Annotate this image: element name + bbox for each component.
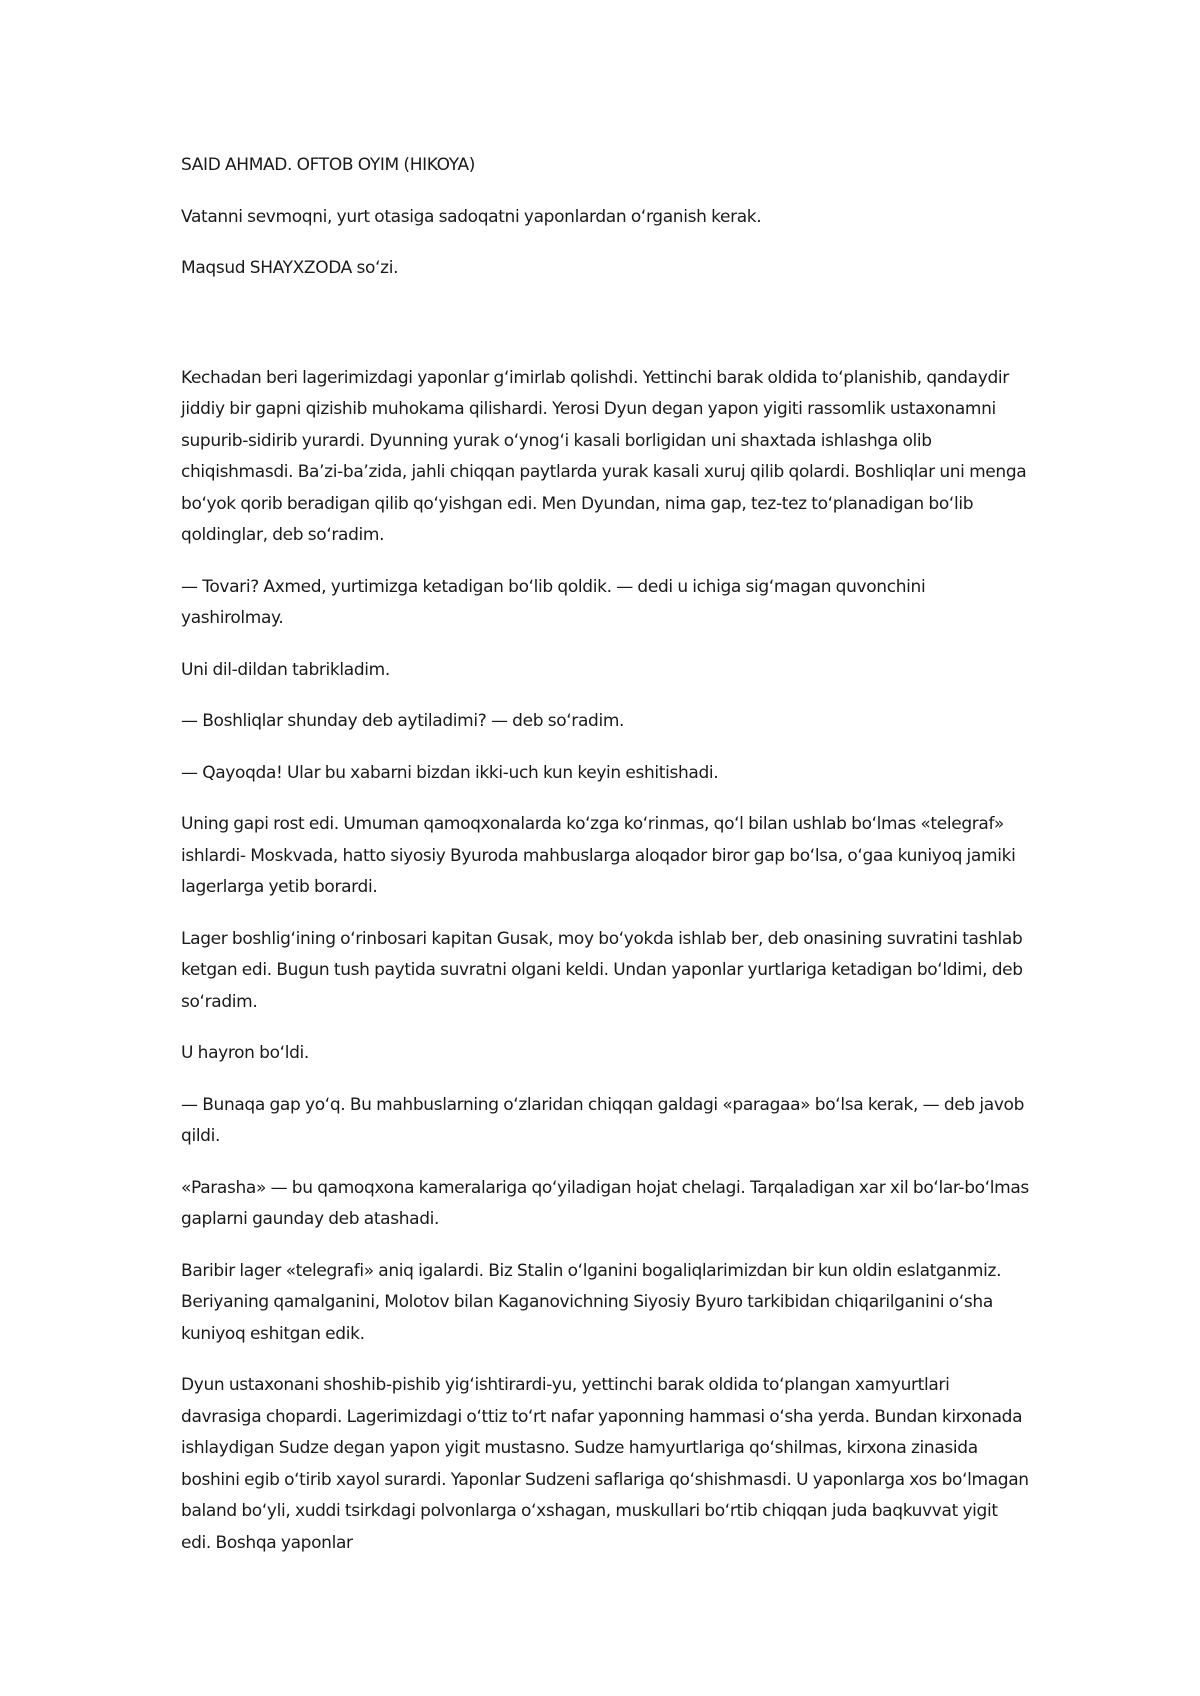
paragraph: — Qayoqda! Ular bu xabarni bizdan ikki-uch kun keyin eshitishadi.	[181, 762, 719, 783]
paragraph: Dyun ustaxonani shoshib-pishib yig‘ishtirardi-yu, yettinchi barak oldida to‘plangan xamyurtlari davrasiga chopardi. Lagerimizdagi o‘ttiz to‘rt nafar yaponning hammasi o‘sha yerda. Bundan kirxonada ishlaydigan Sudze degan yapon yigit mustasno. Sudze hamyurtlariga qo‘shilmas, kirxona zinasida boshini egib o‘tirib xayol surardi. Yaponlar Sudzeni saflariga qo‘shishmasdi. U yaponlarga xos bo‘lmagan baland bo‘yli, xuddi tsirkdagi polvonlarga o‘xshagan, muskullari bo‘rtib chiqqan juda baqkuvvat yigit edi. Boshqa yaponlar	[181, 1375, 1029, 1553]
paragraph: — Boshliqlar shunday deb aytiladimi? — deb so‘radim.	[181, 711, 625, 731]
paragraph: — Tovari? Axmed, yurtimizga ketadigan bo‘lib qoldik. — dedi u ichiga sig‘magan quvonchini yashirolmay.	[181, 576, 926, 628]
epigraph-author: Maqsud SHAYXZODA so‘zi.	[181, 258, 399, 278]
paragraph: Baribir lager «telegrafi» aniq igalardi. Biz Stalin o‘lganini bogaliqlarimizdan bir kun oldin eslatganmiz. Beriyaning qamalganini, Molotov bilan Kaganovichning Siyosiy Byuro tarkibidan chiqarilganini o‘sha kuniyoq eshitgan edik.	[181, 1260, 1002, 1344]
paragraph: Uning gapi rost edi. Umuman qamoqxonalarda ko‘zga ko‘rinmas, qo‘l bilan ushlab bo‘lmas «telegraf» ishlardi- Moskvada, hatto siyosiy Byuroda mahbuslarga aloqador biror gap bo‘lsa, o‘gaa kuniyoq jamiki lagerlarga yetib borardi.	[181, 814, 1016, 897]
paragraph: Uni dil-dildan tabrikladim.	[181, 659, 390, 680]
paragraph: U hayron bo‘ldi.	[181, 1043, 309, 1063]
paragraph: — Bunaqa gap yo‘q. Bu mahbuslarning o‘zlaridan chiqqan galdagi «paragaa» bo‘lsa kerak, — deb javob qildi.	[181, 1094, 1025, 1146]
paragraph: Kechadan beri lagerimizdagi yaponlar g‘imirlab qolishdi. Yettinchi barak oldida to‘planishib, qandaydir jiddiy bir gapni qizishib muhokama qilishardi. Yerosi Dyun degan yapon yigiti rassomlik ustaxonamni supurib-sidirib yurardi. Dyunning yurak o‘ynog‘i kasali borligidan uni shaxtada ishlashga olib chiqishmasdi. Ba’zi-ba’zida, jahli chiqqan paytlarda yurak kasali xuruj qilib qolardi. Boshliqlar uni menga bo‘yok qorib beradigan qilib qo‘yishgan edi. Men Dyundan, nima gap, tez-tez to‘planadigan bo‘lib qoldinglar, deb so‘radim.	[181, 367, 1027, 545]
paragraph: «Parasha» — bu qamoqxona kameralariga qo‘yiladigan hojat chelagi. Tarqaladigan xar xil bo‘lar-bo‘lmas gaplarni gaunday deb atashadi.	[181, 1177, 1029, 1229]
document-title: SAID AHMAD. OFTOB OYIM (HIKOYA)	[181, 155, 476, 175]
document-body	[181, 150, 1031, 1579]
paragraph: Lager boshlig‘ining o‘rinbosari kapitan Gusak, moy bo‘yokda ishlab ber, deb onasining suvratini tashlab ketgan edi. Bugun tush paytida suvratni olgani keldi. Undan yaponlar yurtlariga ketadigan bo‘ldimi, deb so‘radim.	[181, 928, 1023, 1012]
epigraph: Vatanni sevmoqni, yurt otasiga sadoqatni yaponlardan o‘rganish kerak.	[181, 206, 762, 227]
